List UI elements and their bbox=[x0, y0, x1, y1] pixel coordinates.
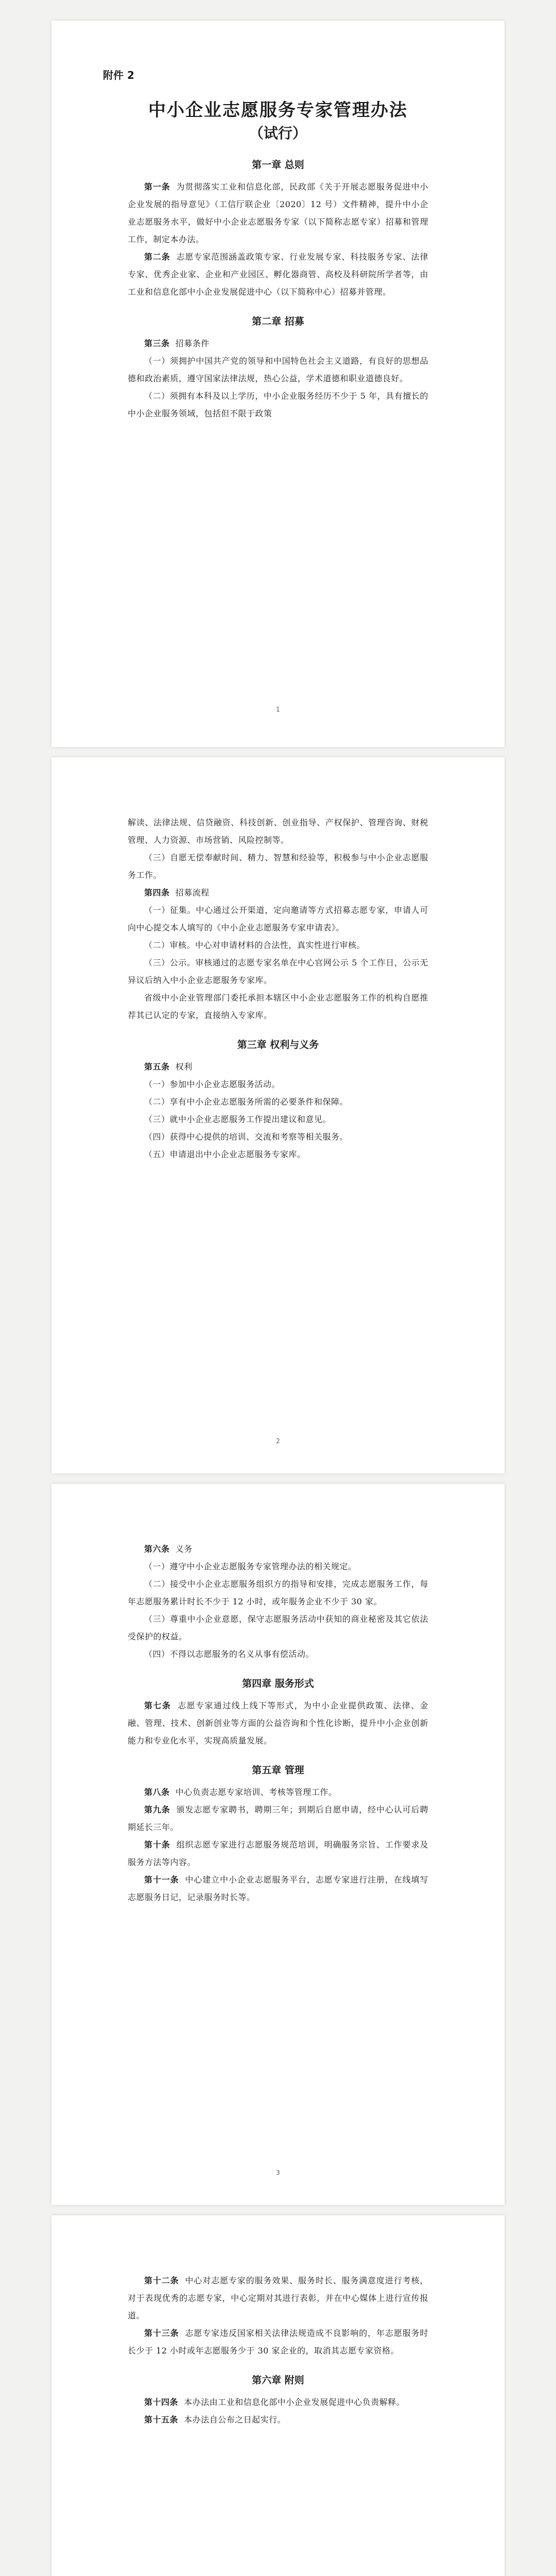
article-9-label: 第九条 bbox=[144, 1805, 170, 1815]
chapter-1-heading: 第一章 总则 bbox=[252, 159, 304, 171]
document-subtitle: （试行） bbox=[249, 125, 307, 142]
article-6-item-1: （一）遵守中小企业志愿服务专家管理办法的相关规定。 bbox=[144, 1562, 357, 1571]
article-11-text: 中心建立中小企业志愿服务平台，志愿专家进行注册，在线填写志愿服务日记，记录服务时长等。 bbox=[128, 1875, 428, 1902]
article-4-text: 招募流程 bbox=[175, 888, 210, 897]
article-12-label: 第十二条 bbox=[144, 2276, 179, 2285]
article-6-item-3: （三）尊重中小企业意愿，保守志愿服务活动中获知的商业秘密及其它依法受保护的权益。 bbox=[128, 1614, 428, 1641]
document-page-1 bbox=[51, 21, 505, 747]
article-5-label: 第五条 bbox=[144, 1062, 170, 1072]
article-8 bbox=[128, 1784, 428, 1801]
article-4-item-2: （二）审核。中心对申请材料的合法性，真实性进行审核。 bbox=[144, 940, 366, 950]
article-15-label: 第十五条 bbox=[144, 2415, 179, 2425]
article-1-label: 第一条 bbox=[144, 182, 170, 192]
chapter-2-heading: 第二章 招募 bbox=[252, 316, 304, 327]
page-3-footer-mark: 3 bbox=[276, 2169, 280, 2176]
article-8-text: 中心负责志愿专家培训、考核等管理工作。 bbox=[175, 1787, 337, 1797]
page-1-footer-mark: 1 bbox=[276, 706, 280, 713]
article-3-item-1: （一）须拥护中国共产党的领导和中国特色社会主义道路，有良好的思想品德和政治素质，遵守国家法律法规，热心公益，学术道德和职业道德良好。 bbox=[128, 356, 428, 383]
chapter-4-heading: 第四章 服务形式 bbox=[242, 1678, 314, 1689]
article-5-item-4: （四）获得中心提供的培训、交流和考察等相关服务。 bbox=[144, 1132, 349, 1142]
page-1-content bbox=[128, 98, 428, 422]
article-10-text: 组织志愿专家进行志愿服务规范培训，明确服务宗旨、工作要求及服务方法等内容。 bbox=[128, 1840, 428, 1867]
article-3-item-2-continued: 解读、法律法规、信贷融资、科技创新、创业指导、产权保护、管理咨询、财税管理、人力资源、市场营销、风险控制等。 bbox=[128, 818, 428, 845]
article-9 bbox=[128, 1801, 428, 1836]
page-3-content bbox=[128, 1540, 428, 1906]
annex-label: 附件 2 bbox=[103, 69, 134, 81]
document-page-3 bbox=[51, 1484, 505, 2205]
article-10 bbox=[128, 1836, 428, 1871]
article-14-label: 第十四条 bbox=[144, 2397, 179, 2407]
article-4 bbox=[128, 884, 428, 902]
article-5 bbox=[128, 1058, 428, 1076]
article-5-item-2: （二）享有中小企业志愿服务所需的必要条件和保障。 bbox=[144, 1097, 349, 1107]
article-3-label: 第三条 bbox=[144, 338, 170, 348]
page-2-content bbox=[128, 814, 428, 1163]
article-3-item-2: （二）须拥有本科及以上学历，中小企业服务经历不少于 5 年，具有擅长的中小企业服务领域，包括但不限于政策 bbox=[128, 391, 428, 418]
chapter-5-heading: 第五章 管理 bbox=[252, 1765, 304, 1776]
article-6-text: 义务 bbox=[175, 1544, 193, 1554]
article-9-text: 颁发志愿专家聘书，聘期三年；到期后自愿申请，经中心认可后聘期延长三年。 bbox=[128, 1805, 428, 1832]
article-8-label: 第八条 bbox=[144, 1787, 170, 1797]
article-14-text: 本办法由工业和信息化部中小企业发展促进中心负责解释。 bbox=[184, 2397, 405, 2407]
article-5-item-3: （三）就中小企业志愿服务工作提出建议和意见。 bbox=[144, 1114, 332, 1124]
article-3 bbox=[128, 335, 428, 352]
article-3-item-3: （三）自愿无偿奉献时间、精力、智慧和经验等，积极参与中小企业志愿服务工作。 bbox=[128, 853, 428, 880]
article-1 bbox=[128, 178, 428, 248]
article-4-item-3: （三）公示。审核通过的志愿专家名单在中心官网公示 5 个工作日，公示无异议后纳入中小企业志愿服务专家库。 bbox=[128, 958, 428, 985]
article-6 bbox=[128, 1540, 428, 1558]
article-5-text: 权利 bbox=[175, 1062, 193, 1072]
article-4-label: 第四条 bbox=[144, 888, 170, 897]
article-3-text: 招募条件 bbox=[175, 338, 210, 348]
article-4-item-1: （一）征集。中心通过公开渠道，定向邀请等方式招募志愿专家，申请人可向中心提交本人填写的《中小企业志愿服务专家申请表》。 bbox=[128, 905, 428, 933]
article-11 bbox=[128, 1871, 428, 1906]
article-4-extra: 省级中小企业管理部门委托承担本辖区中小企业志愿服务工作的机构自愿推荐其已认定的专家，直接纳入专家库。 bbox=[128, 993, 428, 1020]
article-15 bbox=[128, 2411, 428, 2429]
article-2 bbox=[128, 248, 428, 301]
article-7-label: 第七条 bbox=[144, 1701, 171, 1710]
article-6-label: 第六条 bbox=[144, 1544, 170, 1554]
article-7 bbox=[128, 1697, 428, 1750]
article-5-item-1: （一）参加中小企业志愿服务活动。 bbox=[144, 1079, 281, 1089]
chapter-3-heading: 第三章 权利与义务 bbox=[237, 1039, 319, 1050]
article-6-item-4: （四）不得以志愿服务的名义从事有偿活动。 bbox=[144, 1649, 315, 1659]
article-2-label: 第二条 bbox=[144, 252, 170, 262]
article-13-text: 志愿专家违反国家相关法律法规造成不良影响的，年志愿服务时长少于 12 小时或年志愿服务少于 30 家企业的，取消其志愿专家资格。 bbox=[128, 2328, 428, 2355]
document-page-2 bbox=[51, 757, 505, 1473]
article-1-text: 为贯彻落实工业和信息化部，民政部《关于开展志愿服务促进中小企业发展的指导意见》（工信厅联企业〔2020〕12 号）文件精神，提升中小企业志愿服务水平，做好中小企业志愿服务专家（以下简称志愿专家）招募和管理工作，制定本办法。 bbox=[128, 182, 428, 244]
page-2-footer-mark: 2 bbox=[276, 1437, 280, 1445]
article-15-text: 本办法自公布之日起实行。 bbox=[184, 2415, 286, 2425]
article-2-text: 志愿专家范围涵盖政策专家、行业发展专家、科技服务专家、法律专家、优秀企业家、企业和产业园区、孵化器商管、高校及科研院所学者等，由工业和信息化部中小企业发展促进中心（以下简称中心）招募并管理。 bbox=[128, 252, 428, 297]
article-13 bbox=[128, 2325, 428, 2360]
document-page-4 bbox=[51, 2215, 505, 2576]
article-14 bbox=[128, 2394, 428, 2411]
document-title: 中小企业志愿服务专家管理办法 bbox=[148, 100, 408, 121]
article-12-text: 中心对志愿专家的服务效果、服务时长、服务满意度进行考核，对于表现优秀的志愿专家，中心定期对其进行表彰，并在中心媒体上进行宣传报道。 bbox=[128, 2276, 428, 2320]
article-6-item-2: （二）接受中小企业志愿服务组织方的指导和安排，完成志愿服务工作，每年志愿服务累计时长不少于 12 小时，或年服务企业不少于 30 家。 bbox=[128, 1579, 428, 1606]
article-10-label: 第十条 bbox=[144, 1840, 170, 1850]
chapter-6-heading: 第六章 附则 bbox=[252, 2375, 304, 2386]
article-12 bbox=[128, 2272, 428, 2325]
article-5-item-5: （五）申请退出中小企业志愿服务专家库。 bbox=[144, 1149, 306, 1159]
article-13-label: 第十三条 bbox=[144, 2328, 179, 2338]
article-11-label: 第十一条 bbox=[144, 1875, 179, 1885]
article-7-text: 志愿专家通过线上线下等形式，为中小企业提供政策、法律、金融、管理、技术、创新创业等方面的公益咨询和个性化诊断，提升中小企业创新能力和专业化水平，实现高质量发展。 bbox=[128, 1701, 428, 1745]
page-4-content bbox=[128, 2272, 428, 2429]
